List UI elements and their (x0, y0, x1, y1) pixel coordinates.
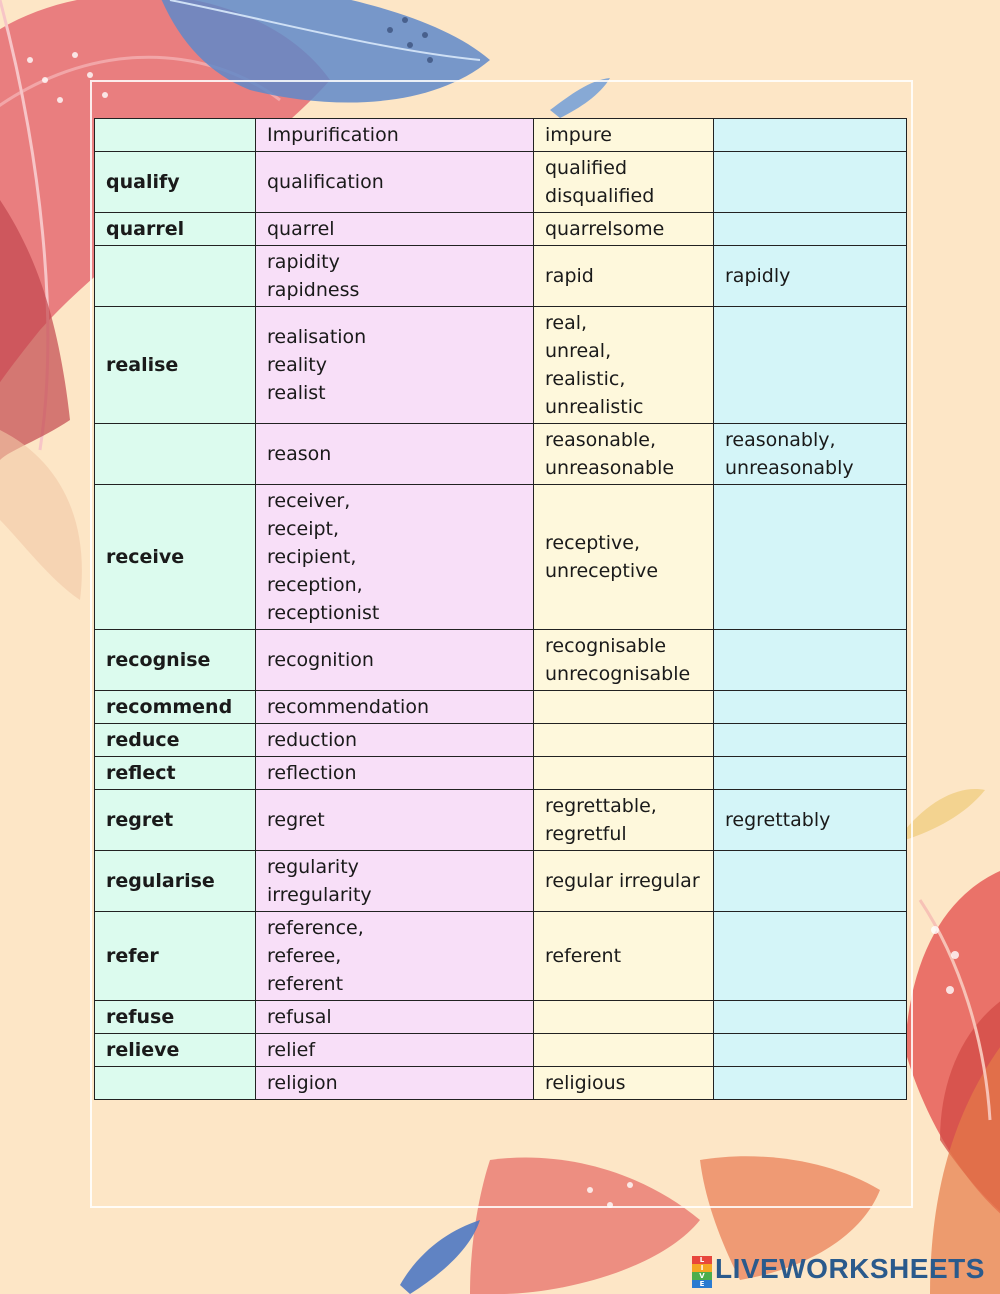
adjective-cell (534, 630, 714, 691)
verb-cell-text: recognise (106, 649, 211, 671)
table-row (95, 851, 907, 912)
verb-cell-text: qualify (106, 171, 180, 193)
table-row (95, 246, 907, 307)
noun-cell-text: reason (267, 443, 332, 465)
verb-cell-text: refer (106, 945, 159, 967)
logo-text: LIVEWORKSHEETS (715, 1253, 985, 1284)
noun-cell-text: refusal (267, 1006, 332, 1028)
noun-cell (256, 1001, 534, 1034)
table-row (95, 912, 907, 1001)
adverb-cell (714, 424, 907, 485)
adjective-cell-text: quarrelsome (545, 218, 665, 240)
noun-cell-text: rapidity (267, 251, 340, 273)
verb-cell (95, 485, 256, 630)
verb-cell-text: regularise (106, 870, 215, 892)
noun-cell-text: reception, (267, 574, 363, 596)
table-body (95, 119, 907, 1100)
adjective-cell-text: impure (545, 124, 612, 146)
adverb-cell (714, 691, 907, 724)
table-row (95, 724, 907, 757)
adverb-cell (714, 1067, 907, 1100)
verb-cell-text: receive (106, 546, 185, 568)
adjective-cell-text: unrealistic (545, 396, 644, 418)
table-row (95, 757, 907, 790)
noun-cell-text: quarrel (267, 218, 335, 240)
adjective-cell-text: disqualified (545, 185, 655, 207)
adverb-cell-text: regrettably (725, 809, 831, 831)
adjective-cell-text: regrettable, (545, 795, 657, 817)
verb-cell (95, 912, 256, 1001)
noun-cell (256, 851, 534, 912)
verb-cell (95, 724, 256, 757)
verb-cell (95, 630, 256, 691)
table-row (95, 1067, 907, 1100)
logo-mark-letter: V (692, 1272, 712, 1280)
adjective-cell-text: realistic, (545, 368, 626, 390)
adverb-cell (714, 246, 907, 307)
logo-mark-letter: E (692, 1280, 712, 1288)
noun-cell-text: irregularity (267, 884, 372, 906)
adverb-cell (714, 724, 907, 757)
verb-cell-text: refuse (106, 1006, 175, 1028)
adjective-cell-text: real, (545, 312, 588, 334)
word-formation-table (94, 118, 907, 1100)
noun-cell (256, 152, 534, 213)
noun-cell-text: relief (267, 1039, 316, 1061)
noun-cell-text: referent (267, 973, 344, 995)
verb-cell (95, 1067, 256, 1100)
table-row (95, 485, 907, 630)
adjective-cell-text: recognisable (545, 635, 667, 657)
noun-cell (256, 1067, 534, 1100)
noun-cell-text: recipient, (267, 546, 357, 568)
adverb-cell (714, 912, 907, 1001)
adjective-cell-text: regretful (545, 823, 627, 845)
table-row (95, 630, 907, 691)
noun-cell (256, 424, 534, 485)
adjective-cell (534, 912, 714, 1001)
adjective-cell-text: religious (545, 1072, 626, 1094)
noun-cell-text: realist (267, 382, 326, 404)
adverb-cell-text: unreasonably (725, 457, 854, 479)
table-row (95, 424, 907, 485)
adjective-cell (534, 1001, 714, 1034)
verb-cell-text: realise (106, 354, 179, 376)
noun-cell-text: referee, (267, 945, 342, 967)
noun-cell-text: reflection (267, 762, 357, 784)
adverb-cell (714, 213, 907, 246)
noun-cell (256, 724, 534, 757)
noun-cell-text: reduction (267, 729, 358, 751)
adjective-cell (534, 757, 714, 790)
table-row (95, 213, 907, 246)
verb-cell-text: recommend (106, 696, 233, 718)
adverb-cell-text: rapidly (725, 265, 791, 287)
adjective-cell (534, 485, 714, 630)
noun-cell-text: regret (267, 809, 325, 831)
table-row (95, 1001, 907, 1034)
adjective-cell (534, 1067, 714, 1100)
noun-cell-text: receipt, (267, 518, 340, 540)
verb-cell-text: reflect (106, 762, 176, 784)
noun-cell (256, 790, 534, 851)
verb-cell-text: regret (106, 809, 174, 831)
adjective-cell-text: qualified (545, 157, 628, 179)
table-row (95, 152, 907, 213)
adjective-cell (534, 246, 714, 307)
verb-cell (95, 213, 256, 246)
adverb-cell (714, 1034, 907, 1067)
adjective-cell-text: reasonable, (545, 429, 657, 451)
noun-cell-text: receptionist (267, 602, 380, 624)
noun-cell-text: receiver, (267, 490, 351, 512)
verb-cell-text: relieve (106, 1039, 180, 1061)
adverb-cell (714, 851, 907, 912)
adjective-cell (534, 790, 714, 851)
verb-cell (95, 307, 256, 424)
adjective-cell (534, 691, 714, 724)
verb-cell (95, 851, 256, 912)
adjective-cell-text: unreal, (545, 340, 612, 362)
logo-mark-letter: L (692, 1256, 712, 1264)
verb-cell (95, 424, 256, 485)
logo-mark (692, 1256, 712, 1288)
verb-cell (95, 691, 256, 724)
adverb-cell (714, 1001, 907, 1034)
noun-cell-text: religion (267, 1072, 338, 1094)
noun-cell (256, 307, 534, 424)
verb-cell-text: quarrel (106, 218, 185, 240)
noun-cell-text: recommendation (267, 696, 430, 718)
adjective-cell (534, 307, 714, 424)
noun-cell (256, 1034, 534, 1067)
noun-cell (256, 213, 534, 246)
noun-cell (256, 757, 534, 790)
noun-cell-text: reference, (267, 917, 364, 939)
noun-cell (256, 691, 534, 724)
adjective-cell-text: referent (545, 945, 622, 967)
adjective-cell-text: receptive, (545, 532, 640, 554)
adjective-cell-text: rapid (545, 265, 594, 287)
adjective-cell (534, 424, 714, 485)
noun-cell (256, 912, 534, 1001)
noun-cell (256, 485, 534, 630)
noun-cell-text: Impurification (267, 124, 399, 146)
adjective-cell (534, 1034, 714, 1067)
adverb-cell (714, 119, 907, 152)
table-row (95, 1034, 907, 1067)
adjective-cell-text: unreasonable (545, 457, 675, 479)
adverb-cell (714, 757, 907, 790)
noun-cell-text: reality (267, 354, 327, 376)
adjective-cell-text: unrecognisable (545, 663, 691, 685)
noun-cell-text: realisation (267, 326, 367, 348)
noun-cell-text: rapidness (267, 279, 360, 301)
verb-cell (95, 790, 256, 851)
adjective-cell (534, 724, 714, 757)
verb-cell (95, 119, 256, 152)
verb-cell (95, 1034, 256, 1067)
adverb-cell (714, 790, 907, 851)
noun-cell (256, 246, 534, 307)
liveworksheets-logo (692, 1253, 985, 1288)
adjective-cell (534, 851, 714, 912)
adjective-cell (534, 152, 714, 213)
verb-cell (95, 1001, 256, 1034)
adjective-cell (534, 213, 714, 246)
verb-cell (95, 757, 256, 790)
table-row (95, 119, 907, 152)
adjective-cell (534, 119, 714, 152)
adverb-cell (714, 485, 907, 630)
table-row (95, 790, 907, 851)
adverb-cell-text: reasonably, (725, 429, 836, 451)
adverb-cell (714, 152, 907, 213)
verb-cell-text: reduce (106, 729, 180, 751)
verb-cell (95, 246, 256, 307)
table-row (95, 307, 907, 424)
adjective-cell-text: regular irregular (545, 870, 700, 892)
verb-cell (95, 152, 256, 213)
noun-cell-text: qualification (267, 171, 384, 193)
adjective-cell-text: unreceptive (545, 560, 659, 582)
noun-cell (256, 630, 534, 691)
logo-mark-letter: I (692, 1264, 712, 1272)
table-row (95, 691, 907, 724)
noun-cell-text: recognition (267, 649, 374, 671)
adverb-cell (714, 630, 907, 691)
noun-cell (256, 119, 534, 152)
adverb-cell (714, 307, 907, 424)
noun-cell-text: regularity (267, 856, 359, 878)
